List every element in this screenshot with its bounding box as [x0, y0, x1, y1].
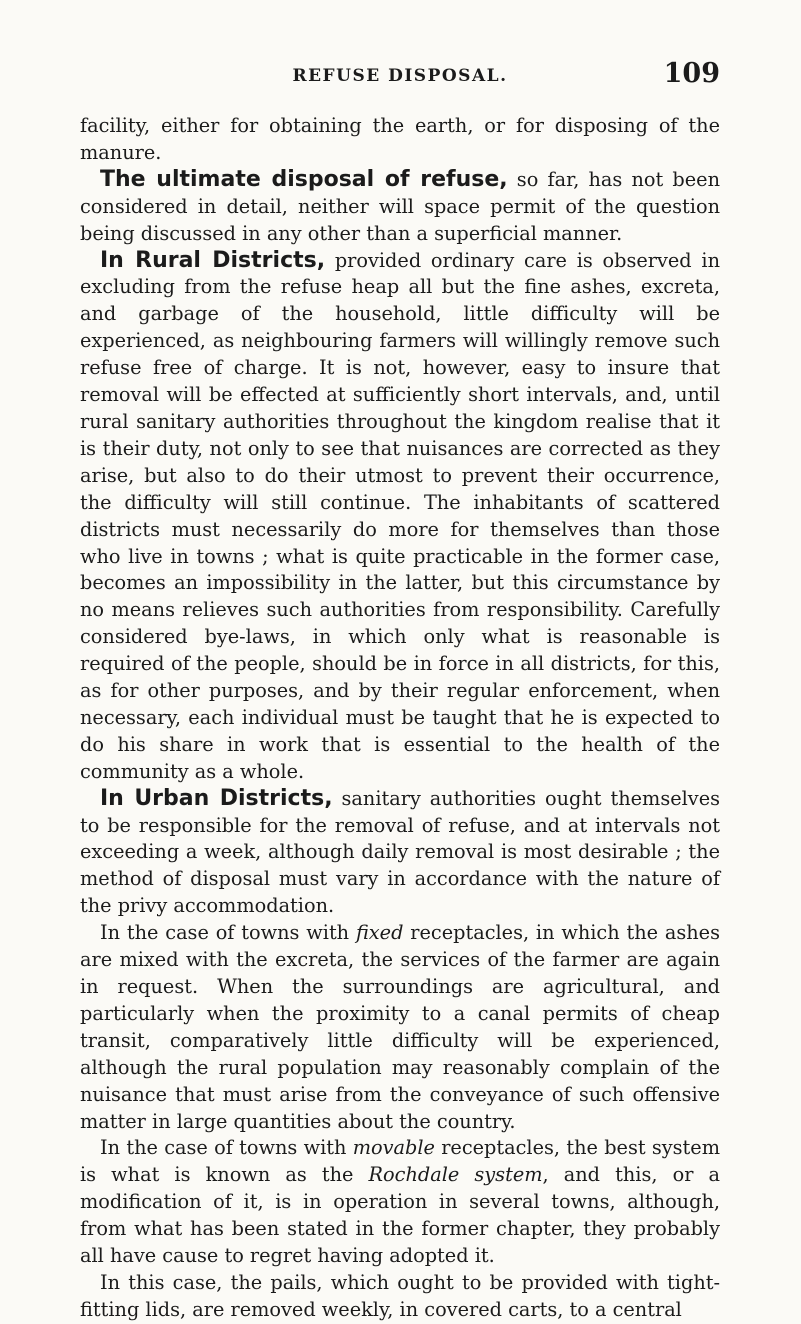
emphasis-movable: movable: [352, 1136, 435, 1160]
paragraph-ultimate-disposal: The ultimate disposal of refuse, so far, has not been considered in detail, neither will space permit of the question being discussed in any other than a superficial manner.: [80, 166, 721, 245]
page-header: [80, 58, 720, 98]
page-number: 109: [663, 58, 720, 89]
paragraph-continuation: facility, either for obtaining the earth, or for disposing of the manure.: [80, 114, 720, 164]
paragraph-movable-receptacles: In the case of towns with movable receptacles, the best system is what is known as the Rochdale system, and this, or a modification of it, is in operation in several towns, although, from what has been stated in the former chapter, they probably all have cause to regret having adopted it.: [80, 1136, 721, 1268]
body-text: [80, 113, 720, 1324]
paragraph-rural-districts: In Rural Districts, provided ordinary care is observed in excluding from the refuse heap all but the fine ashes, excreta, and garbage of the household, little difficulty will be experienced, as neighbouring farmers will willingly remove such refuse free of charge. It is not, however, easy to insure that removal will be effected at sufficiently short intervals, and, until rural sanitary authorities throughout the kingdom realise that it is their duty, not only to see that nuisances are corrected as they arise, but also to do their utmost to prevent their occurrence, the difficulty will still continue. The inhabitants of scattered districts must necessarily do more for themselves than those who live in towns ; what is quite practicable in the former case, becomes an impossibility in the latter, but this circumstance by no means relieves such authorities from responsibility. Carefully considered bye-laws, in which only what is reasonable is required of the people, should be in force in all districts, for this, as for other purposes, and by their regular enforcement, when necessary, each individual must be taught that he is expected to do his share in work that is essential to the health of the community as a whole.: [80, 247, 720, 783]
section-heading-urban-districts: In Urban Districts,: [100, 785, 333, 811]
emphasis-rochdale-system: Rochdale system: [368, 1163, 543, 1187]
running-title: REFUSE DISPOSAL.: [292, 66, 508, 86]
section-heading-rural-districts: In Rural Districts,: [100, 247, 326, 273]
paragraph-pails: In this case, the pails, which ought to be provided with tight-fitting lids, are removed weekly, in covered carts, to a central: [80, 1270, 720, 1321]
emphasis-fixed: fixed: [355, 921, 404, 945]
paragraph-fixed-receptacles: In the case of towns with fixed receptacles, in which the ashes are mixed with the excreta, the services of the farmer are again in request. When the surroundings are agricultural, and particularly when the proximity to a canal permits of cheap transit, comparatively little difficulty will be experienced, although the rural population may reasonably complain of the nuisance that must arise from the conveyance of such offensive matter in large quantities about the country.: [80, 921, 720, 1133]
section-heading-ultimate-disposal: The ultimate disposal of refuse,: [100, 166, 508, 192]
paragraph-urban-districts: In Urban Districts, sanitary authorities ought themselves to be responsible for the removal of refuse, and at intervals not exceeding a week, although daily removal is most desirable ; the method of disposal must vary in accordance with the nature of the privy accommodation.: [80, 785, 721, 918]
